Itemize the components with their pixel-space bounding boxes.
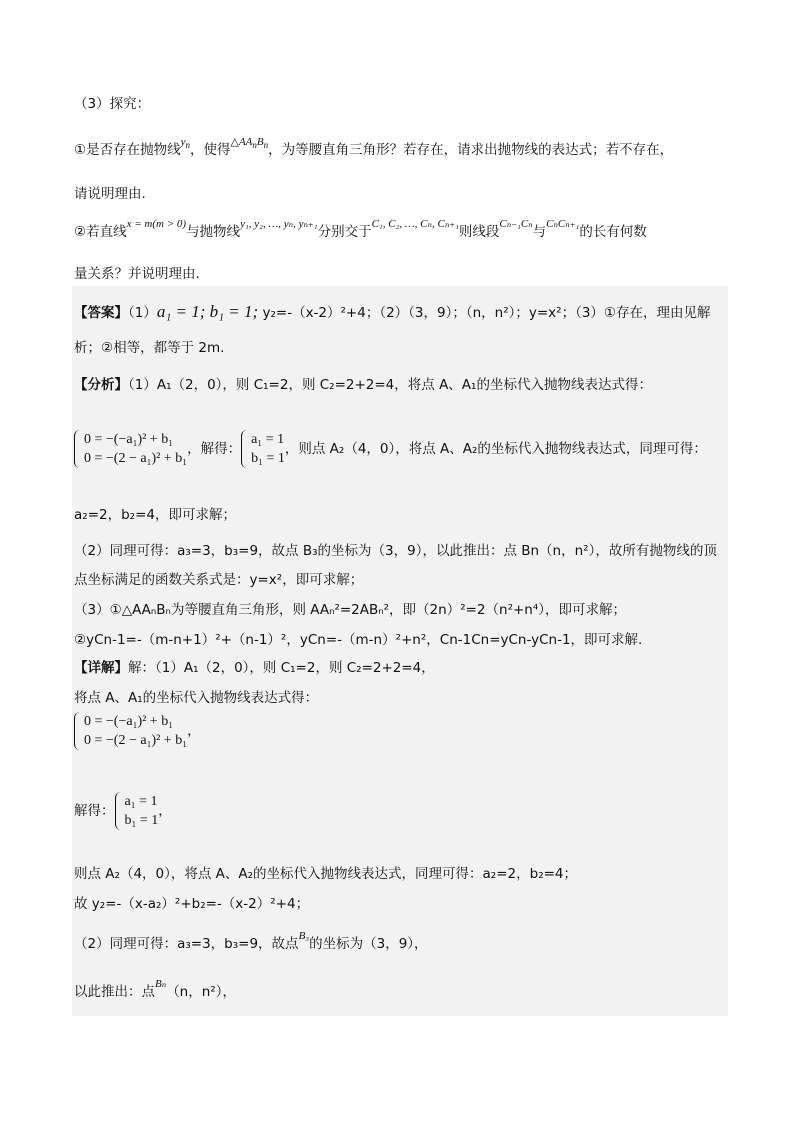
- math-Bn: Bₙ: [155, 978, 167, 990]
- analysis-line1: 【分析】（1）A₁（2，0），则 C₁=2，则 C₂=2+2=4，将点 A、A₁的坐标代入抛物线表达式得：: [74, 377, 652, 393]
- math-yn: yn: [180, 136, 190, 151]
- math-B3: B₃: [298, 930, 310, 942]
- detail-solution-line: 解得： a₁ = 1 b₁ = 1 ，: [74, 794, 172, 828]
- math-points-C: C₁, C₂, …, Cₙ, Cₙ₊₁: [371, 218, 459, 230]
- q3-part1-line1: ①是否存在抛物线$^{y_n}$，使得$^{\triangle AA_nB_n}$，为等腰直角三角形？若存在，请求出抛物线的表达式；若不存在，: [74, 136, 674, 158]
- equation-system-4: a₁ = 1 b₁ = 1: [115, 792, 159, 830]
- math-segment-2: CₙCₙ₊₁: [546, 218, 580, 230]
- analysis-line5: 点坐标满足的函数关系式是：y=x²，即可求解；: [74, 572, 364, 588]
- math-triangle-AAnBn: △AAnBn: [230, 136, 269, 151]
- detail-line1: 【详解】解：（1）A₁（2，0），则 C₁=2，则 C₂=2+2=4，: [74, 660, 435, 676]
- equation-system-2: a₁ = 1 b₁ = 1: [241, 430, 285, 468]
- analysis-line3: a₂=2，b₂=4，即可求解；: [74, 507, 236, 523]
- q3-title: （3）探究：: [74, 96, 151, 112]
- detail-line7: 以此推出：点$^{B_n}$（n，n²），: [74, 978, 236, 1000]
- answer-line1: 【答案】（1）a₁ = 1; b₁ = 1; y₂=-（x-2）²+4；（2）（3，9）；（n，n²）；y=x²；（3）①存在，理由见解: [74, 302, 711, 321]
- equation-system-1: 0 = −(−a₁)² + b₁ 0 = −(2 − a₁)² + b₁: [74, 430, 187, 468]
- detail-label: 【详解】: [74, 660, 128, 676]
- math-parabolas: y₁, y₂, …, yₙ, yₙ₊₁: [240, 218, 318, 230]
- q3-part1-line2: 请说明理由.: [74, 186, 146, 202]
- math-a1-b1: a₁ = 1; b₁ = 1;: [156, 302, 259, 321]
- detail-line2: 将点 A、A₁的坐标代入抛物线表达式得：: [74, 690, 319, 706]
- answer-line2: 析；②相等，都等于 2m.: [74, 340, 225, 356]
- q3-part2-line1: ②若直线$^{x = m(m > 0)}$与抛物线$^{y_1, y_2, \dots, y_n, y_{n+1}}$分别交于$^{C_1, C_2, \dots, C_n, C_{n+1}}$则线段$^{C_{n-1}C_n}$与$^{C_nC_{n+1}}$的长有何数: [74, 218, 647, 240]
- answer-label: 【答案】: [74, 305, 128, 321]
- detail-line6: （2）同理可得：a₃=3，b₃=9，故点$^{B_3}$的坐标为（3，9），: [74, 930, 428, 952]
- math-line-x-m: x = m(m > 0): [126, 218, 187, 230]
- equation-system-3: 0 = −(−a₁)² + b₁ 0 = −(2 − a₁)² + b₁: [74, 712, 187, 750]
- detail-system-1-line: 0 = −(−a₁)² + b₁ 0 = −(2 − a₁)² + b₁ ，: [74, 712, 201, 750]
- detail-line5: 故 y₂=-（x-a₂）²+b₂=-（x-2）²+4；: [74, 896, 310, 912]
- analysis-line4: （2）同理可得：a₃=3，b₃=9，故点 B₃的坐标为（3，9），以此推出：点 Bn（n，n²），故所有抛物线的顶: [74, 543, 717, 559]
- analysis-line2: 0 = −(−a₁)² + b₁ 0 = −(2 − a₁)² + b₁ ，解得： a₁ = 1 b₁ = 1 ，则点 A₂（4，0），将点 A、A₂的坐标代入抛物线表达式，同理可得：: [74, 430, 707, 468]
- analysis-label: 【分析】: [74, 377, 128, 393]
- analysis-line6: （3）①△AAₙBₙ为等腰直角三角形，则 AAₙ²=2ABₙ²，即（2n）²=2（n²+n⁴），即可求解；: [74, 602, 627, 618]
- q3-part2-line2: 量关系？并说明理由.: [74, 266, 200, 282]
- analysis-line7: ②yCn-1=-（m-n+1）²+（n-1）²，yCn=-（m-n）²+n²，Cn-1Cn=yCn-yCn-1，即可求解.: [74, 632, 643, 648]
- detail-line4: 则点 A₂（4，0），将点 A、A₂的坐标代入抛物线表达式，同理可得：a₂=2，b₂=4；: [74, 866, 578, 882]
- math-segment-1: Cₙ₋₁Cₙ: [499, 218, 533, 230]
